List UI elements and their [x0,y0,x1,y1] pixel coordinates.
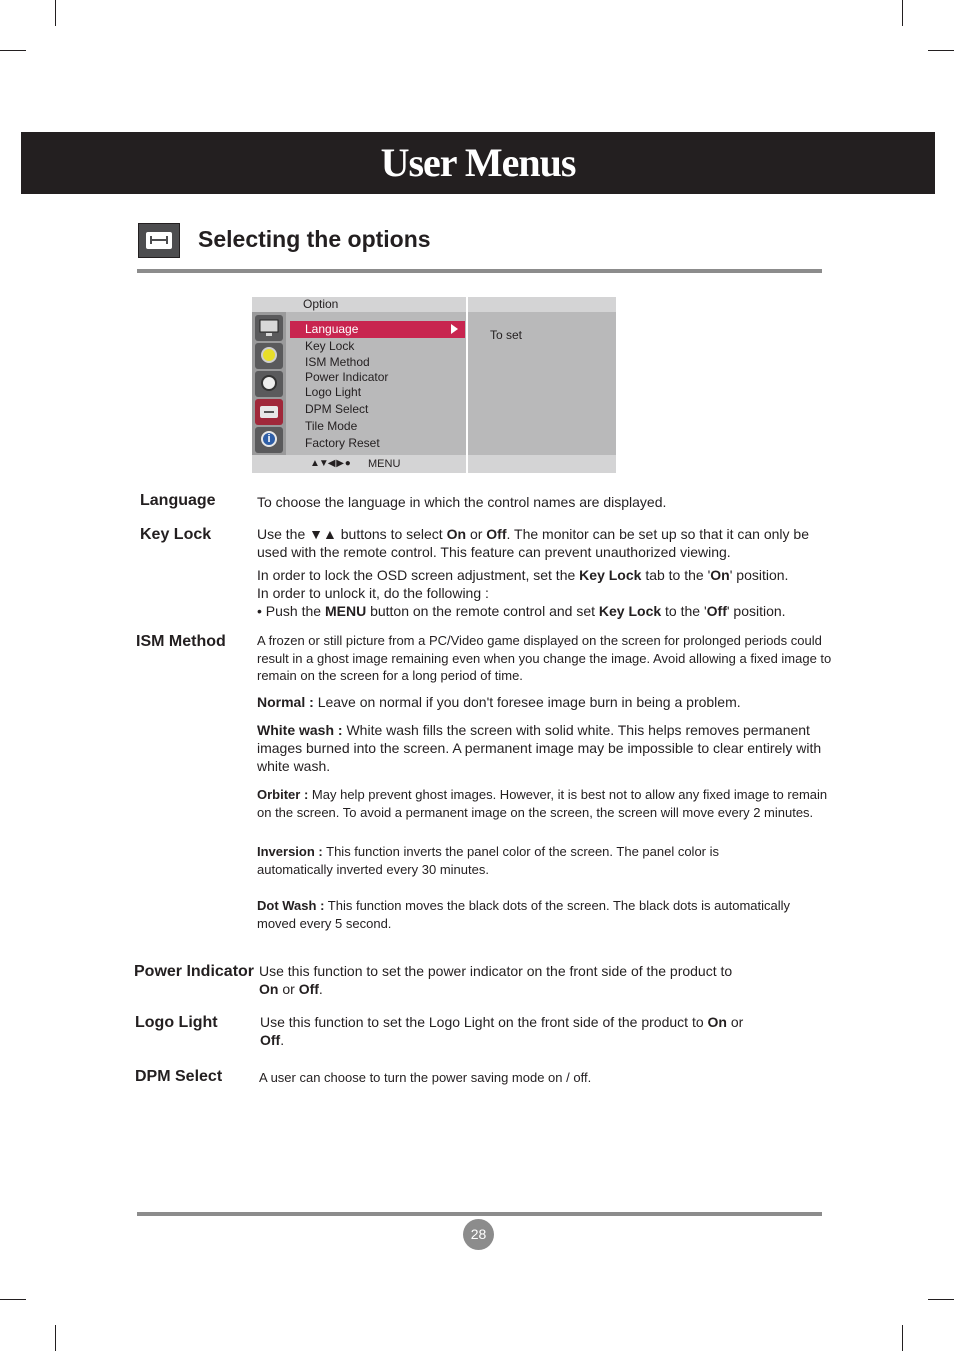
osd-item-ism-method[interactable]: ISM Method [305,355,370,369]
key-lock-unlock-text: In order to unlock it, do the following : [257,585,489,601]
ism-orbiter-text: Orbiter : May help prevent ghost images. However, it is best not to allow any fixed image to remain on the screen. To avoid a permanent image on the screen, the screen will move every 2 minutes. [257,787,828,820]
page-title: User Menus [380,140,576,185]
power-indicator-label: Power Indicator [134,963,255,980]
osd-item-logo-light[interactable]: Logo Light [305,385,362,399]
clock-icon[interactable] [255,371,283,397]
osd-item-language[interactable]: Language [305,322,359,336]
language-label: Language [140,492,216,509]
crop-mark [902,1325,903,1351]
picture-icon[interactable] [255,315,283,341]
logo-light-label: Logo Light [135,1014,218,1031]
osd-item-key-lock[interactable]: Key Lock [305,339,355,353]
osd-item-power-indicator[interactable]: Power Indicator [305,370,389,384]
osd-divider [466,297,468,473]
crop-mark [55,0,56,26]
logo-light-text: Use this function to set the Logo Light on the front side of the product to On or Off. [260,1014,744,1048]
osd-icon-column [252,312,286,455]
osd-footer-bar [252,455,616,473]
crop-mark [55,1325,56,1351]
down-arrow-icon: ▼ [309,526,323,542]
chevron-right-icon [451,324,458,334]
language-text: To choose the language in which the control names are displayed. [257,494,667,510]
section-title: Selecting the options [198,226,431,252]
divider [137,269,822,273]
key-lock-step: • Push the MENU button on the remote control and set Key Lock to the 'Off' position. [257,603,786,619]
header-banner [21,132,935,194]
ism-dotwash-text: Dot Wash : This function moves the black dots of the screen. The black dots is automatically moved every 5 second. [257,898,791,931]
up-arrow-icon: ▲ [323,526,337,542]
page-number: 28 [463,1219,494,1250]
ism-method-intro: A frozen or still picture from a PC/Video game displayed on the screen for prolonged periods could result in a ghost image remaining even when you change the image. Avoid allowing a fixed image to remain on the screen for a long period of time. [257,633,832,683]
color-icon[interactable] [255,343,283,369]
crop-mark [928,1299,954,1300]
osd-description: To set [490,328,523,342]
osd-menu [252,297,616,473]
key-lock-text: Use the ▼▲ buttons to select On or Off. The monitor can be set up so that it can only be used with the remote control. This feature can prevent unauthorized viewing. [257,526,809,560]
crop-mark [0,50,26,51]
crop-mark [928,50,954,51]
info-icon[interactable]: i [255,427,283,453]
ism-method-label: ISM Method [136,633,226,650]
key-lock-lock-text: In order to lock the OSD screen adjustment, set the Key Lock tab to the 'On' position. [257,567,789,583]
osd-item-tile-mode[interactable]: Tile Mode [305,419,358,433]
toolbox-icon [138,223,180,258]
dpm-select-label: DPM Select [135,1068,223,1085]
dpm-select-text: A user can choose to turn the power saving mode on / off. [259,1070,592,1085]
toolbox-icon[interactable] [255,399,283,425]
osd-item-dpm-select[interactable]: DPM Select [305,402,369,416]
ism-normal-text: Normal : Leave on normal if you don't foresee image burn in being a problem. [257,694,741,710]
key-lock-label: Key Lock [140,526,212,543]
osd-item-factory-reset[interactable]: Factory Reset [305,436,380,450]
osd-title: Option [303,297,339,311]
footer-divider [137,1212,822,1216]
power-indicator-text: Use this function to set the power indicator on the front side of the product to On or Off. [259,963,733,997]
crop-mark [0,1299,26,1300]
osd-menu-label: MENU [368,458,401,470]
crop-mark [902,0,903,26]
ism-whitewash-text: White wash : White wash fills the screen with solid white. This helps removes permanent images burned into the screen. A permanent image may be impossible to clear entirely with white wash. [257,722,822,774]
osd-nav-symbols: ▲▼◀ ▶ ● [310,458,350,469]
ism-inversion-text: Inversion : This function inverts the panel color of the screen. The panel color is automatically inverted every 30 minutes. [257,844,720,877]
